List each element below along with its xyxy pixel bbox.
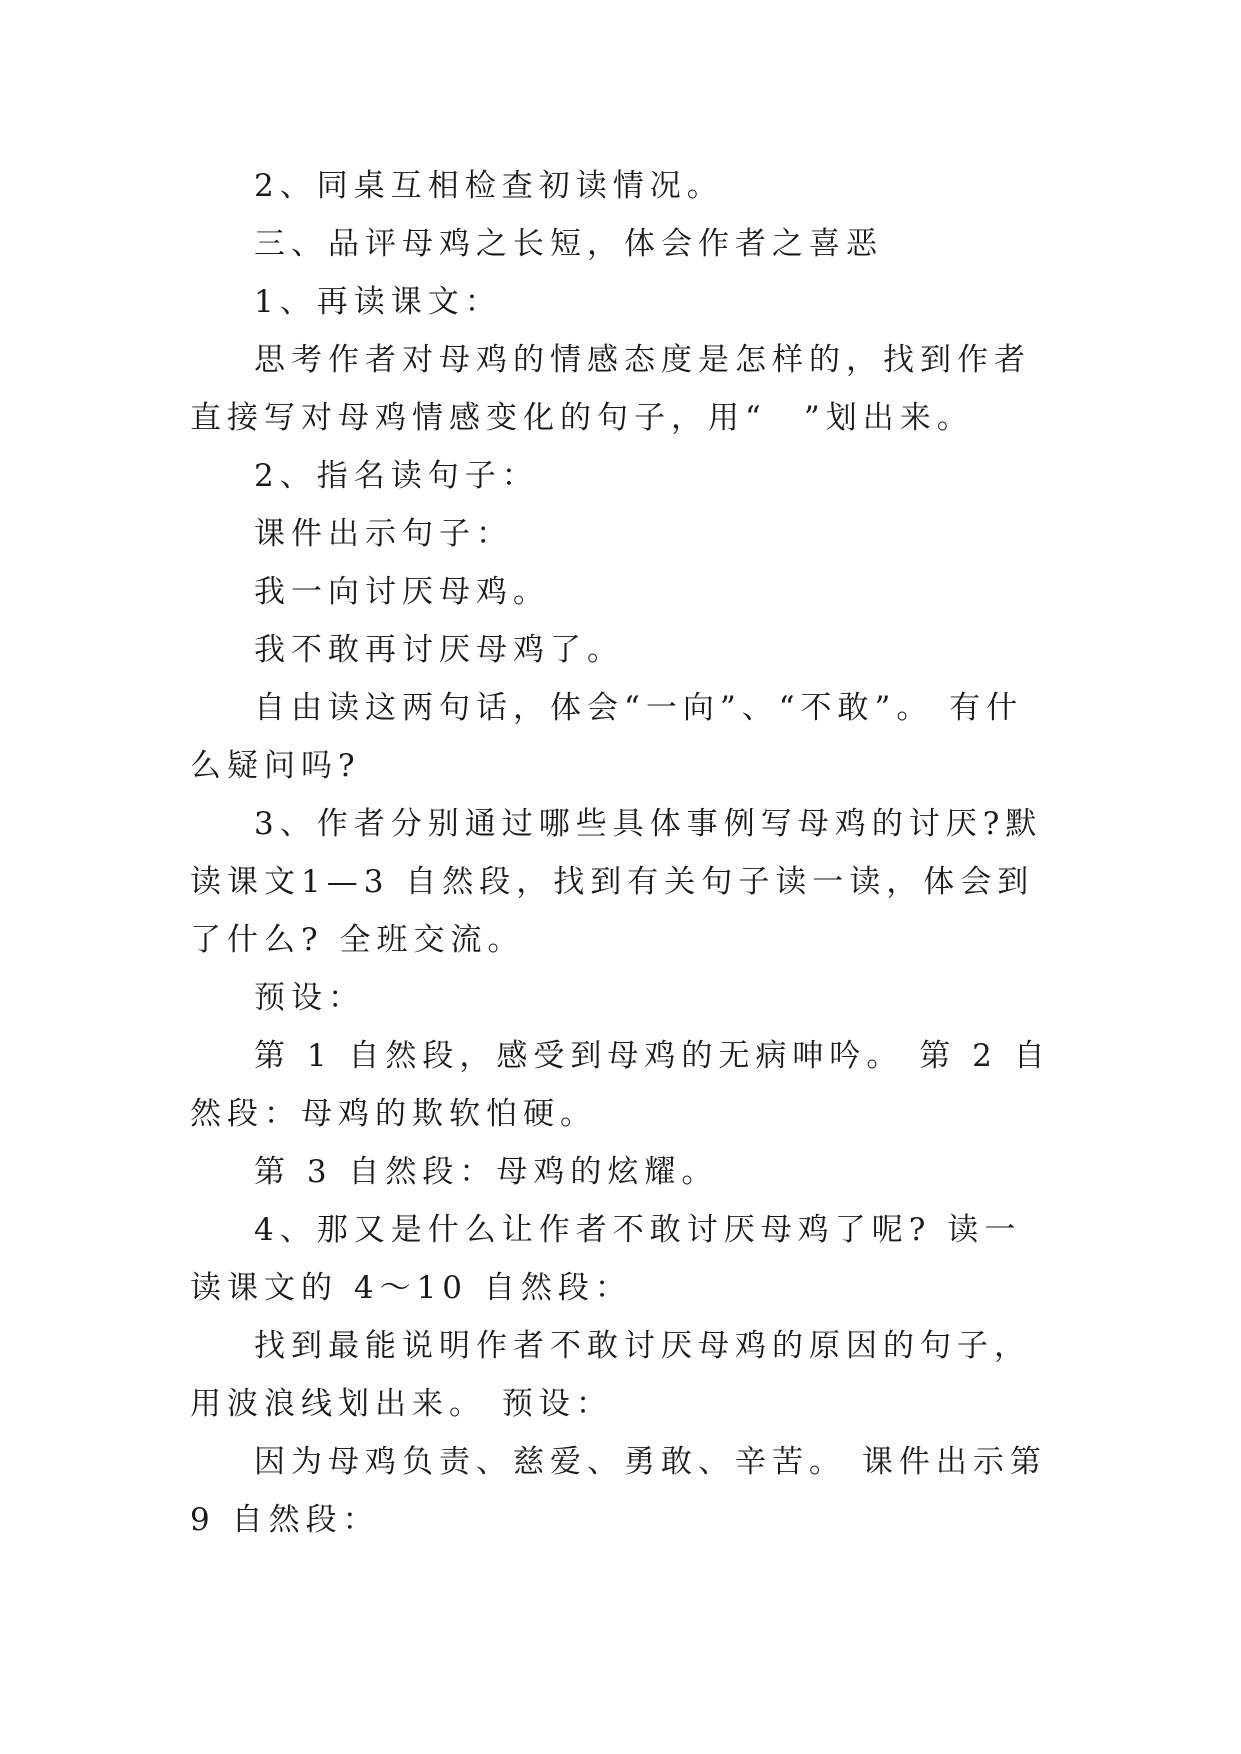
paragraph-question-4: 4、那又是什么让作者不敢讨厌母鸡了呢? 读一读课文的 4～10 自然段：	[190, 1212, 1022, 1306]
paragraph-para-1-2: 第 1 自然段，感受到母鸡的无病呻吟。 第 2 自然段：母鸡的欺软怕硬。	[190, 1038, 1051, 1132]
quote-sentence-1: 我一向讨厌母鸡。	[254, 574, 550, 610]
paragraph-find-sentences: 找到最能说明作者不敢讨厌母鸡的原因的句子，用波浪线划出来。 预设：	[190, 1328, 1031, 1422]
section-heading-3: 三、品评母鸡之长短，体会作者之喜恶	[254, 226, 883, 262]
paragraph-think-attitude: 思考作者对母鸡的情感态度是怎样的，找到作者直接写对母鸡情感变化的句子，用“ ”划出来。	[190, 342, 1031, 436]
paragraph-reread: 1、再读课文：	[254, 284, 502, 320]
paragraph-free-reading: 自由读这两句话，体会“一向”、“不敢”。 有什么疑问吗?	[190, 690, 1024, 784]
paragraph-preset-1: 预设：	[254, 980, 365, 1016]
paragraph-para-3: 第 3 自然段：母鸡的炫耀。	[254, 1154, 719, 1190]
paragraph-check-reading: 2、同桌互相检查初读情况。	[254, 168, 724, 204]
document-body	[190, 157, 1052, 1549]
quote-sentence-2: 我不敢再讨厌母鸡了。	[254, 632, 624, 668]
paragraph-examples: 3、作者分别通过哪些具体事例写母鸡的讨厌?默读课文1—3 自然段，找到有关句子读一读，体会到了什么? 全班交流。	[190, 806, 1043, 958]
paragraph-show-sentences: 课件出示句子：	[254, 516, 513, 552]
paragraph-reasons: 因为母鸡负责、慈爱、勇敢、辛苦。 课件出示第 9 自然段：	[190, 1444, 1047, 1538]
paragraph-read-sentences: 2、指名读句子：	[254, 458, 539, 494]
